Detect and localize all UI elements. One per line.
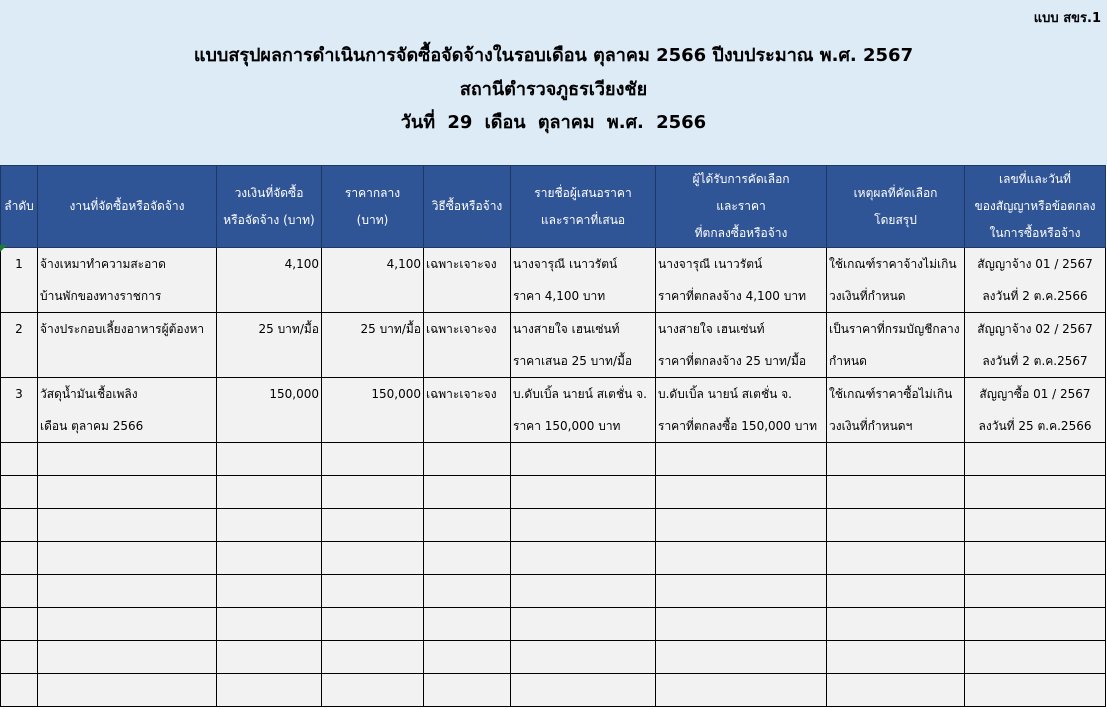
empty-cell[interactable] (965, 674, 1106, 707)
header-winner[interactable]: ผู้ได้รับการคัดเลือก และราคา ที่ตกลงซื้อหรือจ้าง (656, 166, 827, 248)
empty-row (1, 674, 1106, 707)
empty-cell[interactable] (322, 443, 424, 476)
empty-row (1, 476, 1106, 509)
empty-cell[interactable] (1, 443, 38, 476)
cell-median[interactable] (322, 280, 424, 313)
empty-cell[interactable] (656, 641, 827, 674)
empty-cell[interactable] (424, 509, 511, 542)
header-reason[interactable]: เหตุผลที่คัดเลือก โดยสรุป (827, 166, 965, 248)
empty-row (1, 641, 1106, 674)
cell-reason[interactable]: วงเงินที่กำหนด (827, 280, 965, 313)
empty-cell[interactable] (827, 641, 965, 674)
empty-row (1, 608, 1106, 641)
cell-bidder-price[interactable]: ราคา 4,100 บาท (511, 280, 656, 313)
cell-winner[interactable]: นางจารุณี เนาวรัตน์ (656, 248, 827, 281)
cell-budget[interactable]: 4,100 (217, 248, 322, 281)
cell-reason[interactable]: วงเงินที่กำหนดฯ (827, 410, 965, 443)
empty-cell[interactable] (1, 608, 38, 641)
table-row (1, 410, 1106, 443)
empty-cell[interactable] (38, 476, 217, 509)
empty-cell[interactable] (217, 476, 322, 509)
cell-median[interactable]: 4,100 (322, 248, 424, 281)
empty-cell[interactable] (38, 608, 217, 641)
empty-cell[interactable] (656, 509, 827, 542)
cell-winner[interactable]: บ.ดับเบิ้ล นายน์ สเตชั่น จ. (656, 378, 827, 411)
empty-cell[interactable] (827, 575, 965, 608)
cell-reason[interactable]: เป็นราคาที่กรมบัญชีกลาง (827, 313, 965, 346)
cell-bidder-price[interactable]: ราคาเสนอ 25 บาท/มื้อ (511, 345, 656, 378)
cell-contract[interactable]: สัญญาซื้อ 01 / 2567 (965, 378, 1106, 411)
empty-cell[interactable] (827, 509, 965, 542)
empty-cell[interactable] (322, 575, 424, 608)
empty-cell[interactable] (1, 575, 38, 608)
cell-work[interactable]: จ้างประกอบเลี้ยงอาหารผู้ต้องหา (38, 313, 217, 346)
empty-cell[interactable] (965, 542, 1106, 575)
empty-cell[interactable] (217, 608, 322, 641)
empty-cell[interactable] (1, 476, 38, 509)
empty-cell[interactable] (322, 476, 424, 509)
cell-bidder[interactable]: นางจารุณี เนาวรัตน์ (511, 248, 656, 281)
empty-cell[interactable] (38, 641, 217, 674)
empty-cell[interactable] (424, 608, 511, 641)
cell-method[interactable]: เฉพาะเจาะจง (424, 313, 511, 346)
cell-median[interactable]: 150,000 (322, 378, 424, 411)
cell-method[interactable]: เฉพาะเจาะจง (424, 378, 511, 411)
cell-bidder-price[interactable]: ราคา 150,000 บาท (511, 410, 656, 443)
empty-cell[interactable] (322, 509, 424, 542)
header-method[interactable]: วิธีซื้อหรือจ้าง (424, 166, 511, 248)
cell-no[interactable] (1, 410, 38, 443)
cell-median[interactable] (322, 410, 424, 443)
empty-cell[interactable] (827, 443, 965, 476)
header-row (1, 166, 1106, 248)
cell-budget[interactable] (217, 410, 322, 443)
title-band (0, 0, 1107, 165)
empty-cell[interactable] (38, 509, 217, 542)
empty-cell[interactable] (217, 509, 322, 542)
empty-cell[interactable] (38, 575, 217, 608)
empty-cell[interactable] (217, 443, 322, 476)
header-budget[interactable]: วงเงินที่จัดซื้อ หรือจัดจ้าง (บาท) (217, 166, 322, 248)
cell-contract[interactable]: สัญญาจ้าง 01 / 2567 (965, 248, 1106, 281)
cell-bidder[interactable]: บ.ดับเบิ้ล นายน์ สเตชั่น จ. (511, 378, 656, 411)
cell-no[interactable]: 2 (1, 313, 38, 346)
cell-contract-date[interactable]: ลงวันที่ 25 ต.ค.2566 (965, 410, 1106, 443)
cell-work[interactable]: วัสดุน้ำมันเชื้อเพลิง (38, 378, 217, 411)
cell-winner-price[interactable]: ราคาที่ตกลงจ้าง 4,100 บาท (656, 280, 827, 313)
empty-cell[interactable] (965, 443, 1106, 476)
cell-work[interactable]: เดือน ตุลาคม 2566 (38, 410, 217, 443)
empty-cell[interactable] (827, 608, 965, 641)
empty-cell[interactable] (511, 476, 656, 509)
cell-budget[interactable] (217, 345, 322, 378)
cell-winner-price[interactable]: ราคาที่ตกลงซื้อ 150,000 บาท (656, 410, 827, 443)
empty-cell[interactable] (217, 575, 322, 608)
empty-cell[interactable] (1, 542, 38, 575)
table-row (1, 345, 1106, 378)
header-no[interactable]: ลำดับ (1, 166, 38, 248)
cell-no[interactable]: 3 (1, 378, 38, 411)
table-row (1, 248, 1106, 281)
empty-cell[interactable] (38, 443, 217, 476)
table-row (1, 313, 1106, 346)
empty-cell[interactable] (322, 674, 424, 707)
empty-cell[interactable] (827, 674, 965, 707)
cell-median[interactable] (322, 345, 424, 378)
cell-median[interactable]: 25 บาท/มื้อ (322, 313, 424, 346)
empty-cell[interactable] (511, 575, 656, 608)
cell-winner-price[interactable]: ราคาที่ตกลงจ้าง 25 บาท/มื้อ (656, 345, 827, 378)
cell-no[interactable]: 1 (1, 248, 38, 281)
cell-contract-date[interactable]: ลงวันที่ 2 ต.ค.2566 (965, 280, 1106, 313)
empty-cell[interactable] (511, 608, 656, 641)
empty-cell[interactable] (424, 575, 511, 608)
empty-cell[interactable] (827, 542, 965, 575)
empty-cell[interactable] (965, 509, 1106, 542)
cell-method[interactable] (424, 280, 511, 313)
report-date: วันที่ 29 เดือน ตุลาคม พ.ศ. 2566 (400, 112, 707, 133)
header-work[interactable]: งานที่จัดซื้อหรือจัดจ้าง (38, 166, 217, 248)
agency-name: สถานีตำรวจภูธรเวียงชัย (459, 79, 648, 100)
cell-bidder[interactable]: นางสายใจ เฮนเซ่นท์ (511, 313, 656, 346)
empty-cell[interactable] (424, 641, 511, 674)
table-row (1, 378, 1106, 411)
cell-comment-indicator (0, 245, 7, 252)
empty-cell[interactable] (656, 575, 827, 608)
empty-row (1, 443, 1106, 476)
cell-budget[interactable]: 150,000 (217, 378, 322, 411)
empty-cell[interactable] (656, 443, 827, 476)
cell-reason[interactable]: กำหนด (827, 345, 965, 378)
empty-cell[interactable] (656, 476, 827, 509)
cell-contract[interactable]: สัญญาจ้าง 02 / 2567 (965, 313, 1106, 346)
empty-cell[interactable] (217, 641, 322, 674)
empty-cell[interactable] (511, 443, 656, 476)
empty-cell[interactable] (1, 674, 38, 707)
empty-row (1, 575, 1106, 608)
cell-work[interactable]: บ้านพักของทางราชการ (38, 280, 217, 313)
empty-cell[interactable] (38, 542, 217, 575)
empty-cell[interactable] (965, 575, 1106, 608)
empty-cell[interactable] (827, 476, 965, 509)
table-row (1, 280, 1106, 313)
empty-cell[interactable] (217, 542, 322, 575)
empty-cell[interactable] (424, 542, 511, 575)
empty-cell[interactable] (656, 608, 827, 641)
header-contract[interactable]: เลขที่และวันที่ ของสัญญาหรือข้อตกลง ในการซื้อหรือจ้าง (965, 166, 1106, 248)
cell-method[interactable]: เฉพาะเจาะจง (424, 248, 511, 281)
empty-cell[interactable] (965, 641, 1106, 674)
empty-cell[interactable] (511, 542, 656, 575)
cell-method[interactable] (424, 410, 511, 443)
header-median-price[interactable]: ราคากลาง (บาท) (322, 166, 424, 248)
report-title: แบบสรุปผลการดำเนินการจัดซื้อจัดจ้างในรอบเดือน ตุลาคม 2566 ปีงบประมาณ พ.ศ. 2567 (193, 45, 914, 66)
cell-reason[interactable]: ใช้เกณฑ์ราคาซื้อไม่เกิน (827, 378, 965, 411)
empty-cell[interactable] (656, 674, 827, 707)
empty-cell[interactable] (511, 641, 656, 674)
procurement-table (0, 165, 1106, 707)
empty-cell[interactable] (1, 509, 38, 542)
header-bidders[interactable]: รายชื่อผู้เสนอราคา และราคาที่เสนอ (511, 166, 656, 248)
empty-cell[interactable] (322, 641, 424, 674)
empty-cell[interactable] (424, 476, 511, 509)
empty-cell[interactable] (1, 641, 38, 674)
empty-cell[interactable] (656, 542, 827, 575)
empty-cell[interactable] (511, 509, 656, 542)
cell-work[interactable] (38, 345, 217, 378)
empty-row (1, 509, 1106, 542)
empty-row (1, 542, 1106, 575)
cell-no[interactable] (1, 345, 38, 378)
empty-cell[interactable] (424, 443, 511, 476)
empty-cell[interactable] (511, 674, 656, 707)
form-code: แบบ สขร.1 (1033, 11, 1101, 26)
cell-contract-date[interactable]: ลงวันที่ 2 ต.ค.2567 (965, 345, 1106, 378)
cell-no[interactable] (1, 280, 38, 313)
empty-cell[interactable] (424, 674, 511, 707)
empty-cell[interactable] (322, 542, 424, 575)
cell-budget[interactable]: 25 บาท/มื้อ (217, 313, 322, 346)
empty-cell[interactable] (965, 608, 1106, 641)
cell-winner[interactable]: นางสายใจ เฮนเซ่นท์ (656, 313, 827, 346)
empty-cell[interactable] (38, 674, 217, 707)
cell-work[interactable]: จ้างเหมาทำความสะอาด (38, 248, 217, 281)
empty-cell[interactable] (965, 476, 1106, 509)
empty-cell[interactable] (322, 608, 424, 641)
empty-cell[interactable] (217, 674, 322, 707)
cell-method[interactable] (424, 345, 511, 378)
cell-budget[interactable] (217, 280, 322, 313)
cell-reason[interactable]: ใช้เกณฑ์ราคาจ้างไม่เกิน (827, 248, 965, 281)
